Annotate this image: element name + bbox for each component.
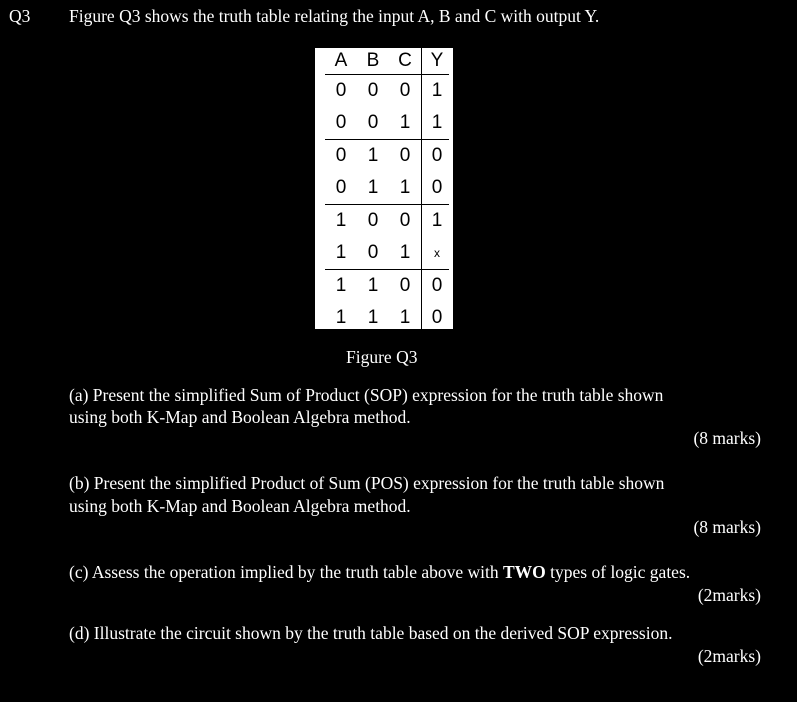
question-intro: Figure Q3 shows the truth table relating the input A, B and C with output Y. xyxy=(69,6,600,26)
figure-caption: Figure Q3 xyxy=(346,347,418,367)
header-c: C xyxy=(389,48,422,75)
table-row xyxy=(325,140,449,173)
cell-c: 0 xyxy=(399,275,411,296)
cell-b: 1 xyxy=(367,275,379,296)
cell-a: 0 xyxy=(335,145,347,166)
part-a-line1: (a) Present the simplified Sum of Product (SOP) expression for the truth table shown xyxy=(69,385,664,405)
truth-table-header-row xyxy=(325,48,449,75)
part-b-line2: using both K-Map and Boolean Algebra method. xyxy=(69,496,411,516)
table-row xyxy=(325,302,449,334)
cell-b: 0 xyxy=(367,210,379,231)
cell-a: 1 xyxy=(335,210,347,231)
cell-b: 1 xyxy=(357,172,389,205)
cell-a: 1 xyxy=(335,275,347,296)
cell-y: 0 xyxy=(422,172,450,205)
cell-c: 1 xyxy=(399,307,411,328)
cell-b: 0 xyxy=(357,237,389,270)
part-b-marks: (8 marks) xyxy=(693,517,761,537)
cell-y: x xyxy=(422,237,450,270)
cell-a: 1 xyxy=(325,237,357,270)
part-d-text: (d) Illustrate the circuit shown by the truth table based on the derived SOP expression. xyxy=(69,623,673,643)
cell-a: 0 xyxy=(335,80,347,101)
part-c-marks: (2marks) xyxy=(697,585,761,605)
cell-b: 1 xyxy=(367,145,379,166)
part-a-marks: (8 marks) xyxy=(693,428,761,448)
cell-y: 0 xyxy=(422,270,450,303)
question-number: Q3 xyxy=(9,6,31,26)
header-b: B xyxy=(357,48,389,75)
cell-c: 1 xyxy=(389,172,422,205)
cell-b: 1 xyxy=(367,307,379,328)
cell-y: 0 xyxy=(422,140,450,173)
cell-c: 1 xyxy=(389,107,422,140)
part-c-text-before: (c) Assess the operation implied by the truth table above with xyxy=(69,562,503,582)
table-row xyxy=(325,237,449,270)
header-y: Y xyxy=(422,48,450,75)
truth-table-figure xyxy=(315,48,453,329)
part-c-text xyxy=(69,561,761,583)
cell-a: 1 xyxy=(335,307,347,328)
cell-c: 0 xyxy=(399,210,411,231)
header-a: A xyxy=(325,48,357,75)
cell-y: 0 xyxy=(422,302,450,334)
table-row xyxy=(325,75,449,108)
cell-c: 0 xyxy=(399,145,411,166)
part-b-line1: (b) Present the simplified Product of Sum (POS) expression for the truth table shown xyxy=(69,473,665,493)
cell-a: 0 xyxy=(325,107,357,140)
cell-c: 0 xyxy=(399,80,411,101)
cell-y: 1 xyxy=(422,107,450,140)
part-c-text-after: types of logic gates. xyxy=(545,562,691,582)
cell-y: 1 xyxy=(422,205,450,238)
truth-table xyxy=(325,48,449,334)
cell-a: 0 xyxy=(325,172,357,205)
part-a-line2: using both K-Map and Boolean Algebra method. xyxy=(69,407,411,427)
table-row xyxy=(325,270,449,303)
cell-b: 0 xyxy=(367,80,379,101)
part-d-marks: (2marks) xyxy=(697,646,761,666)
cell-y: 1 xyxy=(422,75,450,108)
table-row xyxy=(325,107,449,140)
cell-b: 0 xyxy=(357,107,389,140)
cell-c: 1 xyxy=(389,237,422,270)
table-row xyxy=(325,205,449,238)
part-c-emphasis: TWO xyxy=(503,562,546,582)
table-row xyxy=(325,172,449,205)
